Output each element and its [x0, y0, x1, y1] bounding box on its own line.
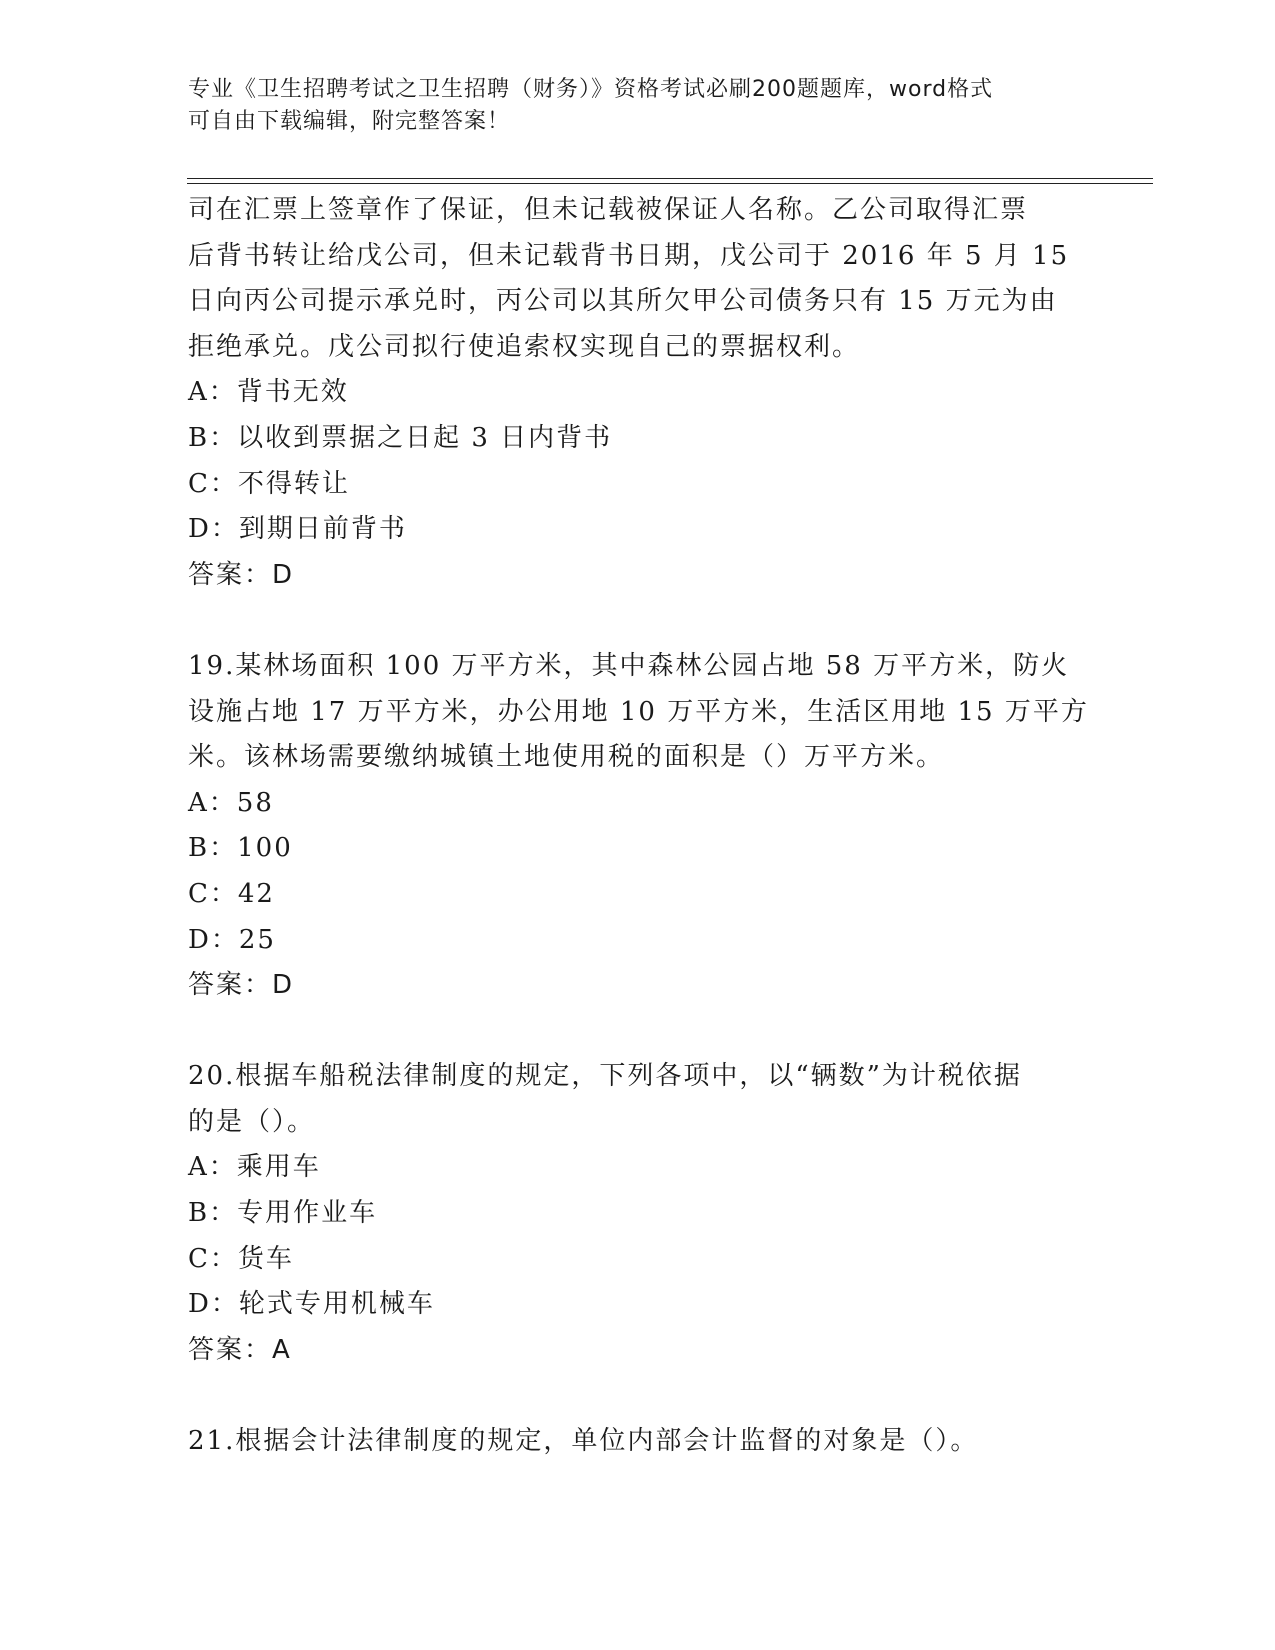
answer: 答案：A	[188, 1334, 292, 1365]
question-21	[188, 1419, 1108, 1465]
option-b: B：100	[188, 833, 293, 864]
option-a: A：背书无效	[188, 377, 349, 408]
question-19	[188, 644, 1108, 1009]
option-a: A：58	[188, 787, 274, 818]
question-continuation	[188, 188, 1108, 598]
question-text-line: 20.根据车船税法律制度的规定，下列各项中，以“辆数”为计税依据	[188, 1061, 1022, 1092]
question-20	[188, 1054, 1108, 1373]
option-c: C：不得转让	[188, 468, 350, 499]
option-c: C：42	[188, 878, 275, 909]
question-text-line: 设施占地 17 万平方米，办公用地 10 万平方米，生活区用地 15 万平方	[188, 696, 1089, 727]
option-a: A：乘用车	[188, 1152, 321, 1183]
spacer	[188, 598, 1108, 644]
spacer	[188, 1373, 1108, 1419]
document-header	[188, 74, 1088, 138]
header-rule-bottom	[187, 183, 1153, 184]
spacer	[188, 1009, 1108, 1055]
option-b: B：专用作业车	[188, 1198, 378, 1229]
answer: 答案：D	[188, 970, 295, 1001]
answer: 答案：D	[188, 559, 295, 590]
header-line-2: 可自由下载编辑，附完整答案！	[188, 109, 511, 134]
option-d: D：到期日前背书	[188, 514, 407, 545]
question-text-line: 米。该林场需要缴纳城镇土地使用税的面积是（）万平方米。	[188, 742, 945, 773]
question-text-line: 后背书转让给戊公司，但未记载背书日期，戊公司于 2016 年 5 月 15	[188, 240, 1070, 271]
question-text-line: 拒绝承兑。戊公司拟行使追索权实现自己的票据权利。	[188, 331, 861, 362]
question-text-line: 19.某林场面积 100 万平方米，其中森林公园占地 58 万平方米，防火	[188, 650, 1070, 681]
question-text-line: 21.根据会计法律制度的规定，单位内部会计监督的对象是（）。	[188, 1426, 979, 1457]
document-body	[188, 188, 1108, 1465]
option-d: D：25	[188, 924, 276, 955]
question-text-line: 的是（）。	[188, 1106, 316, 1137]
option-b: B：以收到票据之日起 3 日内背书	[188, 422, 613, 453]
header-rule-top	[187, 178, 1153, 179]
option-c: C：货车	[188, 1243, 294, 1274]
option-d: D：轮式专用机械车	[188, 1289, 435, 1320]
question-text-line: 司在汇票上签章作了保证，但未记载被保证人名称。乙公司取得汇票	[188, 195, 1029, 225]
question-text-line: 日向丙公司提示承兑时，丙公司以其所欠甲公司债务只有 15 万元为由	[188, 286, 1058, 317]
header-line-1: 专业《卫生招聘考试之卫生招聘（财务）》资格考试必刷200题题库，word格式	[188, 77, 994, 102]
